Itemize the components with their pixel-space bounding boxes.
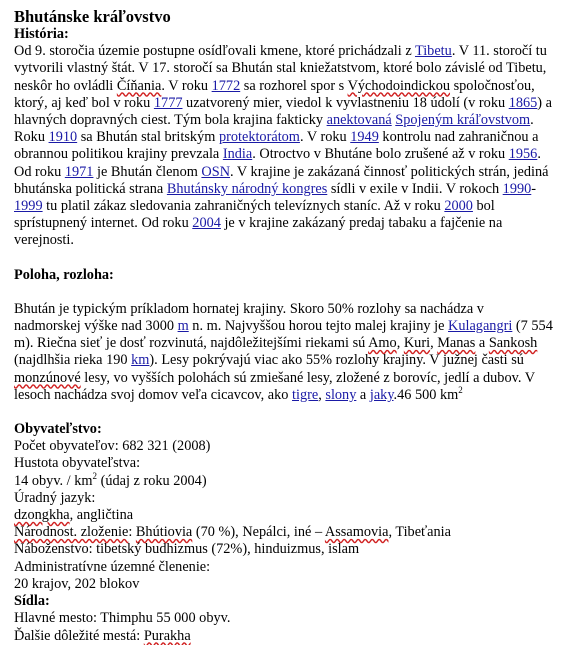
text-run: n. m. Najvyššou horou tejto malej krajiny je [188,318,449,335]
text-run: Úradný jazyk: [14,489,96,506]
text-run: bol sprístupnený internet. Od roku [14,198,495,232]
inline-link[interactable]: Spojeným kráľovstvom [395,112,531,129]
inline-link[interactable]: m [177,318,189,335]
info-line [14,470,554,490]
text-run: 14 obyv. / km [14,472,93,489]
text-run: , [318,386,326,403]
inline-link[interactable]: protektorátom [218,129,300,146]
text-run: Administratívne územné členenie: [14,558,211,575]
superscript: 2 [92,470,97,481]
text-run: , [396,335,404,352]
text-run: Ďalšie dôležité mestá: [14,627,144,644]
info-line [14,507,554,524]
inline-link[interactable]: jaky [369,386,394,403]
text-run: je v krajine zakázaný predaj tabaku a fajčenie na verejnosti. [14,215,503,249]
text-run: Hustota obyvateľstva: [14,455,141,472]
info-line [14,559,554,576]
inline-link[interactable]: 1956 [508,146,538,163]
text-run: (najdlhšia rieka 190 [14,352,132,369]
spellcheck-word: dzongkha [14,507,70,524]
inline-link[interactable]: 1999 [14,198,43,215]
inline-link[interactable]: anektovaná [326,112,392,129]
inline-link[interactable]: tigre [292,386,319,403]
text-run: , [430,335,438,352]
text-run: Od 9. storočia územie postupne osídľovali kmene, ktoré prichádzali z [14,43,415,60]
info-line [14,438,554,455]
inline-link[interactable]: 1949 [350,129,379,146]
inline-link[interactable]: 1910 [48,129,78,146]
inline-link[interactable]: 1865 [508,94,538,111]
info-line [14,576,554,593]
population-heading: Obyvateľstvo: [14,421,102,438]
text-run: . Otroctvo v Bhutáne bolo zrušené až v roku [252,146,509,163]
text-run: , Tibeťania [388,524,451,541]
spellcheck-word: Bhútiovia [135,524,193,541]
text-run: (7 554 m). Riečna sieť je dosť rozvinutá, najdôležitejšími riekami sú [14,318,553,352]
text-run: 20 krajov, 202 blokov [14,575,140,592]
text-run: sa rozhorel spor s [240,77,348,94]
spellcheck-word: Kuri [403,335,431,352]
text-run: ). Lesy pokrývajú viac ako 55% rozlohy krajiny. V južnej časti sú [149,352,524,369]
text-run: kontrolu nad zahraničnou a obrannou politikou krajiny prevzala [14,129,539,163]
info-line [14,490,554,507]
inline-link[interactable]: Kulagangri [448,318,513,335]
location-heading: Poloha, rozloha: [14,266,114,283]
text-run: : [128,524,136,541]
text-run: Hlavné mesto: Thimphu 55 000 obyv. [14,610,231,627]
spellcheck-word: Národnost. zloženie [14,524,129,541]
text-run: Bhután je typickým príkladom hornatej krajiny. Skoro 50% rozlohy sa nachádza v nadmorskej výške nad 3000 [14,300,484,335]
text-run: .46 500 km [393,386,459,403]
spellcheck-word: Manas [437,335,476,352]
info-line [14,541,554,558]
text-run: . Roku [14,112,534,146]
inline-link[interactable]: Tibetu [414,43,452,60]
text-run: Počet obyvateľov: 682 321 (2008) [14,438,211,455]
text-run: , angličtina [69,507,134,524]
info-line [14,628,554,645]
spellcheck-word: monzúnové [14,369,81,386]
inline-link[interactable]: India [222,146,253,163]
spellcheck-word: Amo [368,335,397,352]
info-line [14,610,554,627]
text-run: sídli v exile v Indii. V rokoch [327,180,503,197]
text-run: lesy, vo vyšších polohách sú zmiešané lesy, zložené z borovíc, jedlí a dubov. V lesoch nachádza svoj domov veľa cicavcov, ako [14,369,535,403]
text-run: tu platil zákaz sledovania zahraničných televíznych staníc. Až v roku [42,198,445,215]
text-run: sa Bhután stal britským [77,129,219,146]
cities-lines [14,610,554,644]
text-run: (údaj z roku 2004) [97,472,207,489]
text-run: - [531,180,537,197]
text-run: . V krajine je zakázaná činnosť politických strán, jediná bhutánska politická strana [14,163,549,197]
inline-link[interactable]: 2000 [444,198,473,215]
info-line [14,524,554,541]
superscript: 2 [458,385,463,396]
text-run: je Bhután členom [93,163,202,180]
inline-link[interactable]: 1777 [153,94,183,111]
spacer [14,404,554,421]
document-title: Bhutánske kráľovstvo [14,7,171,26]
text-run: uzatvorený mier, viedol k vyvlastneniu 18 údolí (v roku [182,94,509,111]
text-run: . V roku [161,77,212,94]
inline-link[interactable]: slony [325,386,357,403]
text-run: ) a hlavných dopravných ciest. Tým bola krajina fakticky [14,94,552,129]
inline-link[interactable]: 2004 [192,215,221,232]
spellcheck-word: Assamovia [324,524,389,541]
spellcheck-word: Číňania [116,77,162,94]
inline-link[interactable]: 1971 [64,163,94,180]
spellcheck-word: Purakha [143,627,191,644]
spellcheck-word: Sankosh [488,335,538,352]
spacer [14,250,554,267]
inline-link[interactable]: 1772 [211,77,241,94]
cities-heading: Sídla: [14,593,50,610]
population-lines [14,438,554,593]
inline-link[interactable]: OSN [201,163,231,180]
inline-link[interactable]: 1990 [502,180,532,197]
text-run: a [356,386,370,403]
text-run: (70 %), Nepálci, iné – [192,524,325,541]
text-run: . V roku [299,129,351,146]
inline-link[interactable]: Bhutánsky národný kongres [166,180,328,197]
text-run: a [475,335,489,352]
inline-link[interactable]: km [131,352,150,369]
history-paragraph [14,43,554,249]
text-run: spoločnosťou, ktorý, aj keď bol v roku [14,77,535,111]
history-heading: História: [14,26,69,42]
text-run: . V 11. storočí tu vytvorili vlastný štát. V 17. storočí sa Bhután stal kniežatstvom, ktoré bolo závislé od Tibetu, neskôr ho ovládli [14,43,547,94]
location-paragraph [14,301,554,404]
spacer [14,284,554,301]
text-run: Náboženstvo: tibetský budhizmus (72%), hinduizmus, islam [14,541,360,558]
spellcheck-word: Východoindickou [347,77,451,94]
text-run: . Od roku [14,146,541,180]
